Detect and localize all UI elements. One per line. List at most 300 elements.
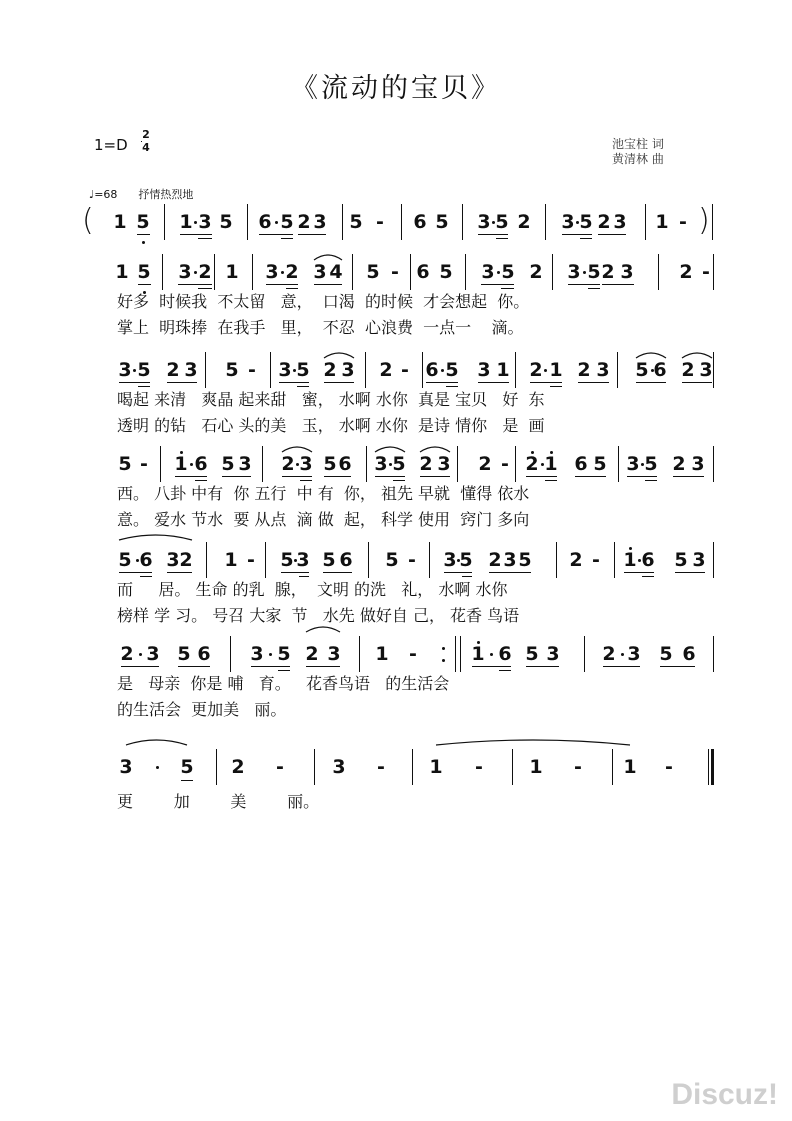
beam-underline <box>426 382 458 383</box>
melody-note: 3 <box>238 453 252 475</box>
slur <box>682 353 712 358</box>
melody-note: 5 <box>659 643 673 665</box>
beam-underline <box>526 476 557 477</box>
lyric-line: 而 居。 生命 的乳 腺， 文明 的洗 礼， 水啊 水你 <box>117 580 508 599</box>
melody-note: 2 <box>529 261 543 283</box>
beam-underline <box>324 476 351 477</box>
barline <box>216 749 217 785</box>
barline <box>713 542 714 578</box>
melody-note: 5 <box>501 261 515 283</box>
beam-underline <box>568 284 600 285</box>
melody-note: 3 <box>265 261 279 283</box>
barline <box>515 446 516 482</box>
beam-underline <box>588 288 600 289</box>
melody-note: - <box>377 756 385 778</box>
melody-note: 5 <box>525 643 539 665</box>
melody-note: 1 <box>496 359 510 381</box>
beam-underline <box>175 476 207 477</box>
octave-dot <box>550 451 553 454</box>
beam-underline <box>286 288 298 289</box>
octave-dot <box>293 369 296 372</box>
intro-note: 3 <box>313 211 327 233</box>
melody-note: - <box>574 756 582 778</box>
intro-note: - <box>376 211 384 233</box>
slur <box>324 353 354 358</box>
beam-underline <box>446 386 458 387</box>
barline <box>645 204 646 240</box>
barline <box>342 204 343 240</box>
melody-note: 5 <box>385 549 399 571</box>
barline <box>462 204 463 240</box>
beam-underline <box>472 666 511 667</box>
octave-dot <box>638 559 641 562</box>
barline <box>713 636 714 672</box>
beam-underline <box>530 382 562 383</box>
beam-underline <box>562 234 592 235</box>
barline <box>708 749 709 785</box>
augmentation-dot <box>576 221 579 224</box>
melody-note: - <box>409 643 417 665</box>
melody-note: 3 <box>119 756 133 778</box>
melody-note: 6 <box>682 643 696 665</box>
barline <box>429 542 430 578</box>
beam-underline <box>178 666 210 667</box>
melody-note: 4 <box>329 261 343 283</box>
melody-note: 3 <box>184 359 198 381</box>
barline <box>366 446 367 482</box>
melody-note: 3 <box>437 453 451 475</box>
beam-underline <box>526 666 559 667</box>
barline <box>545 204 546 240</box>
intro-bracket-open: ( <box>82 203 94 238</box>
slur <box>282 447 312 452</box>
lyric-line: 西。 八卦 中有 你 五行 中 有 你， 祖先 早就 懂得 依水 <box>117 484 530 503</box>
melody-note: 5 <box>366 261 380 283</box>
barline <box>265 542 266 578</box>
barline <box>206 542 207 578</box>
beam-underline <box>140 576 152 577</box>
melody-note: 1 <box>529 756 543 778</box>
melody-note: 3 <box>626 453 640 475</box>
octave-dot <box>544 369 547 372</box>
beam-underline <box>279 382 309 383</box>
intro-note: 6 <box>413 211 427 233</box>
octave-dot <box>641 463 644 466</box>
melody-note: 2 <box>525 453 539 475</box>
beam-underline <box>462 576 472 577</box>
tempo-expression: 抒情热烈地 <box>138 188 194 201</box>
slur <box>636 353 666 358</box>
melody-note: - <box>247 549 255 571</box>
melody-note: 3 <box>296 549 310 571</box>
slur <box>119 535 192 540</box>
beam-underline <box>550 386 562 387</box>
melody-note: 3 <box>299 453 313 475</box>
melody-note: 2 <box>179 549 193 571</box>
beam-underline <box>645 480 657 481</box>
barline <box>247 204 248 240</box>
melody-note: 6 <box>574 453 588 475</box>
barline <box>314 749 315 785</box>
octave-dot <box>621 653 624 656</box>
key-signature: 1=D <box>94 136 128 154</box>
augmentation-dot <box>275 221 278 224</box>
slur <box>375 447 405 452</box>
beam-underline <box>251 666 290 667</box>
augmentation-dot <box>194 221 197 224</box>
melody-note: 2 <box>679 261 693 283</box>
beam-underline <box>266 284 298 285</box>
octave-dot <box>531 451 534 454</box>
melody-note: 6 <box>425 359 439 381</box>
beam-underline <box>299 576 309 577</box>
octave-dot <box>477 641 480 644</box>
melody-note: 3 <box>503 549 517 571</box>
octave-dot <box>194 271 197 274</box>
melody-note: 3 <box>596 359 610 381</box>
intro-note: 1 <box>179 211 193 233</box>
melody-note: 5 <box>221 453 235 475</box>
barline <box>713 446 714 482</box>
melody-note: 5 <box>177 643 191 665</box>
melody-note: 1 <box>623 756 637 778</box>
melody-note: 6 <box>338 453 352 475</box>
melody-note: 5 <box>323 453 337 475</box>
melody-note: 3 <box>118 359 132 381</box>
intro-note: 5 <box>349 211 363 233</box>
intro-note: 1 <box>655 211 669 233</box>
melody-note: 3 <box>699 359 713 381</box>
beam-underline <box>278 670 290 671</box>
melody-note: - <box>665 756 673 778</box>
melody-note: 1 <box>471 643 485 665</box>
beam-underline <box>375 476 405 477</box>
melody-note: 2 <box>231 756 245 778</box>
barline <box>262 446 263 482</box>
beam-underline <box>198 238 212 239</box>
melody-note: 1 <box>115 261 129 283</box>
intro-note: 5 <box>219 211 233 233</box>
octave-dot-low <box>142 241 145 244</box>
barline <box>401 204 402 240</box>
barline <box>422 352 423 388</box>
lyricist-credit: 池宝柱 词 <box>612 137 664 151</box>
melody-note: - <box>501 453 509 475</box>
barline <box>658 254 659 290</box>
page-title: 《流动的宝贝》 <box>291 73 501 104</box>
beam-underline <box>178 284 212 285</box>
beam-underline <box>138 284 151 285</box>
melody-note: - <box>140 453 148 475</box>
barline <box>460 636 461 672</box>
beam-underline <box>575 476 606 477</box>
beam-underline <box>167 382 197 383</box>
intro-note: 6 <box>258 211 272 233</box>
beam-underline <box>306 666 340 667</box>
beam-underline <box>119 382 150 383</box>
melody-note: 2 <box>285 261 299 283</box>
melody-note: 5 <box>225 359 239 381</box>
melody-note: 5 <box>137 359 151 381</box>
beam-underline <box>180 234 212 235</box>
beam-underline <box>167 572 192 573</box>
melody-note: 3 <box>374 453 388 475</box>
melody-note: 5 <box>445 359 459 381</box>
melody-note: 2 <box>601 261 615 283</box>
melody-note: 2 <box>488 549 502 571</box>
barline <box>410 254 411 290</box>
intro-note: 5 <box>280 211 294 233</box>
barline <box>612 749 613 785</box>
barline <box>584 636 585 672</box>
octave-dot <box>281 271 284 274</box>
melody-note: 2 <box>323 359 337 381</box>
beam-underline <box>281 238 293 239</box>
melody-note: 5 <box>296 359 310 381</box>
beam-underline <box>603 666 640 667</box>
melody-note: 6 <box>197 643 211 665</box>
melody-note: 3 <box>250 643 264 665</box>
beam-underline <box>636 382 666 383</box>
octave-dot <box>133 369 136 372</box>
beam-underline <box>545 480 557 481</box>
watermark: Discuz! <box>671 1078 778 1111</box>
lyric-line: 掌上 明珠捧 在我手 里， 不忍 心浪费 一点一 滴。 <box>117 318 524 337</box>
melody-note: 2 <box>281 453 295 475</box>
final-barline <box>711 749 714 785</box>
melody-note: 5 <box>644 453 658 475</box>
melody-note: 3 <box>627 643 641 665</box>
barline <box>270 352 271 388</box>
beam-underline <box>489 572 531 573</box>
intro-note: 5 <box>579 211 593 233</box>
octave-dot <box>457 559 460 562</box>
beam-underline <box>323 572 352 573</box>
melody-note: 1 <box>174 453 188 475</box>
melody-note: - <box>248 359 256 381</box>
barline <box>368 542 369 578</box>
melody-note: 3 <box>178 261 192 283</box>
intro-note: 5 <box>136 211 150 233</box>
octave-dot <box>296 463 299 466</box>
barline <box>556 542 557 578</box>
barline <box>614 542 615 578</box>
tempo-marking <box>89 186 193 202</box>
beam-underline <box>499 670 511 671</box>
melody-note: 1 <box>544 453 558 475</box>
beam-underline <box>580 238 592 239</box>
melody-note: - <box>276 756 284 778</box>
beam-underline <box>300 480 312 481</box>
melody-note: 3 <box>313 261 327 283</box>
credits <box>612 137 664 167</box>
octave-dot <box>541 463 544 466</box>
melody-note: 2 <box>305 643 319 665</box>
octave-dot <box>269 653 272 656</box>
beam-underline <box>602 284 634 285</box>
barline <box>552 254 553 290</box>
melody-note: 5 <box>392 453 406 475</box>
melody-note: 2 <box>672 453 686 475</box>
barline <box>618 446 619 482</box>
beam-underline <box>478 234 508 235</box>
melody-note: 1 <box>225 261 239 283</box>
melody-note: 5 <box>518 549 532 571</box>
barline <box>359 636 360 672</box>
beam-underline <box>282 476 312 477</box>
lyric-line: 意。 爱水 节水 要 从点 滴 做 起， 科学 使用 窍门 多向 <box>117 510 530 529</box>
lyric-line: 喝起 来清 爽晶 起来甜 蜜， 水啊 水你 真是 宝贝 好 东 <box>117 390 545 409</box>
intro-note: 3 <box>561 211 575 233</box>
melody-note: 5 <box>118 549 132 571</box>
octave-dot <box>651 369 654 372</box>
beam-underline <box>675 572 705 573</box>
beam-underline <box>222 476 251 477</box>
melody-note: 2 <box>379 359 393 381</box>
melody-note: 6 <box>416 261 430 283</box>
beam-underline <box>627 476 657 477</box>
intro-note: 5 <box>495 211 509 233</box>
melody-note: 3 <box>166 549 180 571</box>
barline <box>205 352 206 388</box>
melody-note: 3 <box>146 643 160 665</box>
melody-note: 6 <box>194 453 208 475</box>
melody-note: 2 <box>478 453 492 475</box>
melody-note: - <box>391 261 399 283</box>
melody-note: - <box>475 756 483 778</box>
octave-dot <box>442 659 445 662</box>
octave-dot <box>389 463 392 466</box>
melody-note: 5 <box>587 261 601 283</box>
barline <box>617 352 618 388</box>
intro-note: 2 <box>517 211 531 233</box>
lyric-line: 的生活会 更加美 丽。 <box>117 700 287 719</box>
slur <box>126 740 187 745</box>
tempo-mark: ♩=68 <box>89 188 118 201</box>
lyric-line: 好多 时候我 不太留 意， 口渴 的时候 才会想起 你。 <box>117 292 530 311</box>
barline <box>712 204 713 240</box>
intro-note: 3 <box>477 211 491 233</box>
melody-note: 1 <box>549 359 563 381</box>
barline <box>352 254 353 290</box>
octave-dot <box>156 766 159 769</box>
beam-underline <box>297 386 309 387</box>
melody-note: 3 <box>332 756 346 778</box>
beam-underline <box>598 234 626 235</box>
intro-note: 5 <box>435 211 449 233</box>
barline <box>214 254 215 290</box>
melody-note: 3 <box>327 643 341 665</box>
slur <box>314 255 342 260</box>
melody-note: 3 <box>481 261 495 283</box>
slur <box>420 447 450 452</box>
octave-dot <box>294 559 297 562</box>
beam-underline <box>444 572 472 573</box>
beam-underline <box>501 288 514 289</box>
lyric-line: 榜样 学 习。 号召 大家 节 水先 做好自 己， 花香 鸟语 <box>117 606 520 625</box>
beam-underline <box>259 234 293 235</box>
octave-dot <box>442 647 445 650</box>
melody-note: 3 <box>567 261 581 283</box>
melody-note: - <box>702 261 710 283</box>
barline <box>713 254 714 290</box>
barline <box>713 352 714 388</box>
barline <box>457 446 458 482</box>
melody-note: 1 <box>429 756 443 778</box>
melody-note: 3 <box>278 359 292 381</box>
melody-note: 5 <box>322 549 336 571</box>
beam-underline <box>673 476 704 477</box>
melody-note: 5 <box>439 261 453 283</box>
augmentation-dot <box>492 221 495 224</box>
barline <box>515 352 516 388</box>
beam-underline <box>181 780 193 781</box>
barline <box>365 352 366 388</box>
melody-note: 5 <box>593 453 607 475</box>
intro-note: 3 <box>198 211 212 233</box>
intro-note: 2 <box>597 211 611 233</box>
slur <box>306 627 340 632</box>
melody-note: 2 <box>602 643 616 665</box>
melody-note: 6 <box>339 549 353 571</box>
barline <box>230 636 231 672</box>
beam-underline <box>314 284 342 285</box>
beam-underline <box>496 238 508 239</box>
melody-note: 3 <box>341 359 355 381</box>
melody-note: 2 <box>529 359 543 381</box>
melody-note: 2 <box>577 359 591 381</box>
melody-note: 1 <box>623 549 637 571</box>
beam-underline <box>642 576 654 577</box>
beam-underline <box>324 382 354 383</box>
melody-note: 5 <box>277 643 291 665</box>
beam-underline <box>281 572 309 573</box>
beam-underline <box>478 382 509 383</box>
beam-underline <box>138 386 150 387</box>
beam-underline <box>393 480 405 481</box>
melody-note: 2 <box>198 261 212 283</box>
octave-dot <box>180 451 183 454</box>
melody-note: - <box>408 549 416 571</box>
melody-note: 6 <box>139 549 153 571</box>
barline <box>162 254 163 290</box>
barline <box>164 204 165 240</box>
beam-underline <box>137 234 150 235</box>
melody-note: 5 <box>674 549 688 571</box>
octave-dot <box>497 271 500 274</box>
beam-underline <box>481 284 514 285</box>
melody-note: 5 <box>459 549 473 571</box>
slur <box>436 740 630 745</box>
octave-dot <box>629 547 632 550</box>
melody-note: 1 <box>375 643 389 665</box>
intro-note: - <box>679 211 687 233</box>
intro-bracket-close: ) <box>698 203 710 238</box>
beam-underline <box>298 234 326 235</box>
melody-note: 6 <box>498 643 512 665</box>
melody-note: 3 <box>443 549 457 571</box>
melody-note: 3 <box>546 643 560 665</box>
beam-underline <box>660 666 695 667</box>
melody-note: 3 <box>620 261 634 283</box>
melody-note: 5 <box>180 756 194 778</box>
octave-dot <box>139 653 142 656</box>
melody-note: 5 <box>137 261 151 283</box>
lyric-line: 是 母亲 你是 哺 育。 花香鸟语 的生活会 <box>117 674 450 693</box>
intro-note: 3 <box>613 211 627 233</box>
beam-underline <box>682 382 712 383</box>
melody-note: 1 <box>224 549 238 571</box>
